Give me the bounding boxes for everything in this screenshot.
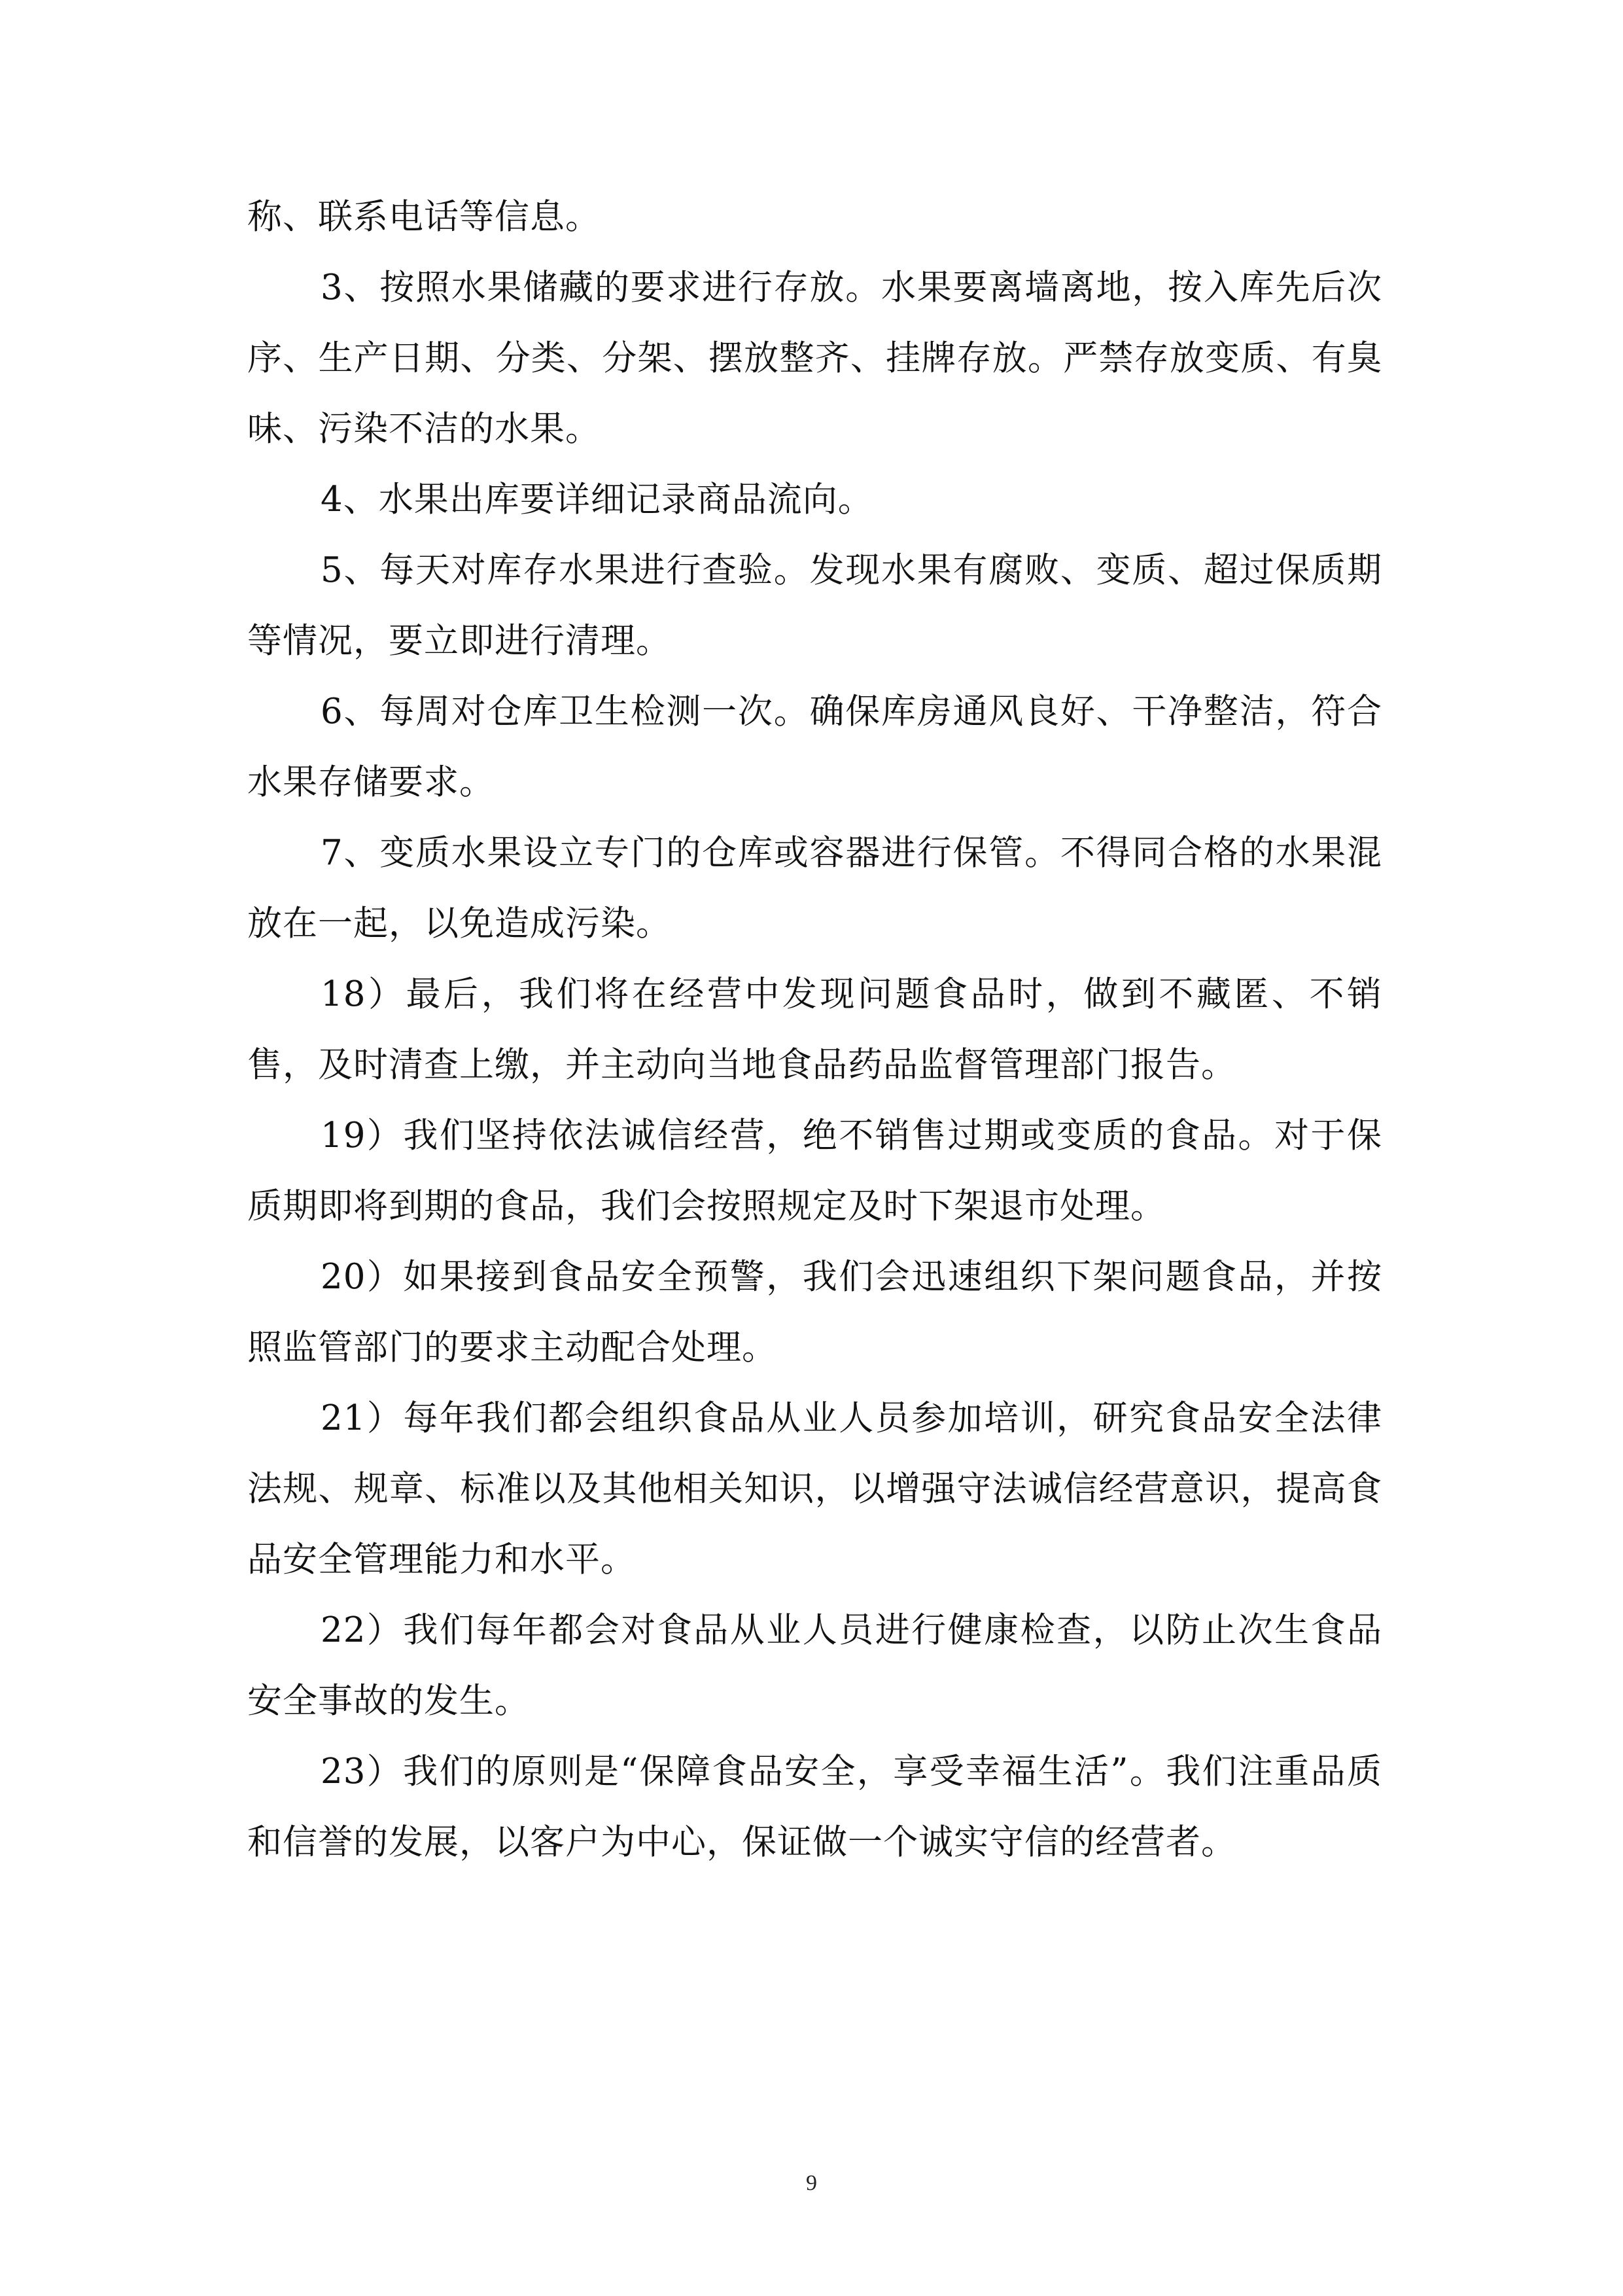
paragraph-item-7: 7、变质水果设立专门的仓库或容器进行保管。不得同合格的水果混放在一起，以免造成污染。 bbox=[247, 833, 1382, 944]
paragraph-item-19: 19）我们坚持依法诚信经营，绝不销售过期或变质的食品。对于保质期即将到期的食品，我们会按照规定及时下架退市处理。 bbox=[247, 1116, 1382, 1226]
document-body bbox=[247, 182, 1382, 1878]
paragraph-item-5: 5、每天对库存水果进行查验。发现水果有腐败、变质、超过保质期等情况，要立即进行清理。 bbox=[247, 550, 1382, 661]
paragraph-item-4: 4、水果出库要详细记录商品流向。 bbox=[321, 480, 873, 520]
paragraph-item-22: 22）我们每年都会对食品从业人员进行健康检查，以防止次生食品安全事故的发生。 bbox=[247, 1610, 1382, 1721]
paragraph-item-20: 20）如果接到食品安全预警，我们会迅速组织下架问题食品，并按照监管部门的要求主动配合处理。 bbox=[247, 1257, 1382, 1368]
paragraph-item-6: 6、每周对仓库卫生检测一次。确保库房通风良好、干净整洁，符合水果存储要求。 bbox=[247, 692, 1382, 802]
paragraph-continuation: 称、联系电话等信息。 bbox=[247, 197, 601, 237]
paragraph-item-21: 21）每年我们都会组织食品从业人员参加培训，研究食品安全法律法规、规章、标准以及其他相关知识，以增强守法诚信经营意识，提高食品安全管理能力和水平。 bbox=[247, 1398, 1382, 1580]
paragraph-item-23: 23）我们的原则是“保障食品安全，享受幸福生活”。我们注重品质和信誉的发展，以客户为中心，保证做一个诚实守信的经营者。 bbox=[247, 1752, 1382, 1862]
paragraph-item-3: 3、按照水果储藏的要求进行存放。水果要离墙离地，按入库先后次序、生产日期、分类、分架、摆放整齐、挂牌存放。严禁存放变质、有臭味、污染不洁的水果。 bbox=[247, 268, 1382, 449]
paragraph-item-18: 18）最后，我们将在经营中发现问题食品时，做到不藏匿、不销售，及时清查上缴，并主动向当地食品药品监督管理部门报告。 bbox=[247, 974, 1382, 1085]
page-number: 9 bbox=[806, 2171, 817, 2195]
